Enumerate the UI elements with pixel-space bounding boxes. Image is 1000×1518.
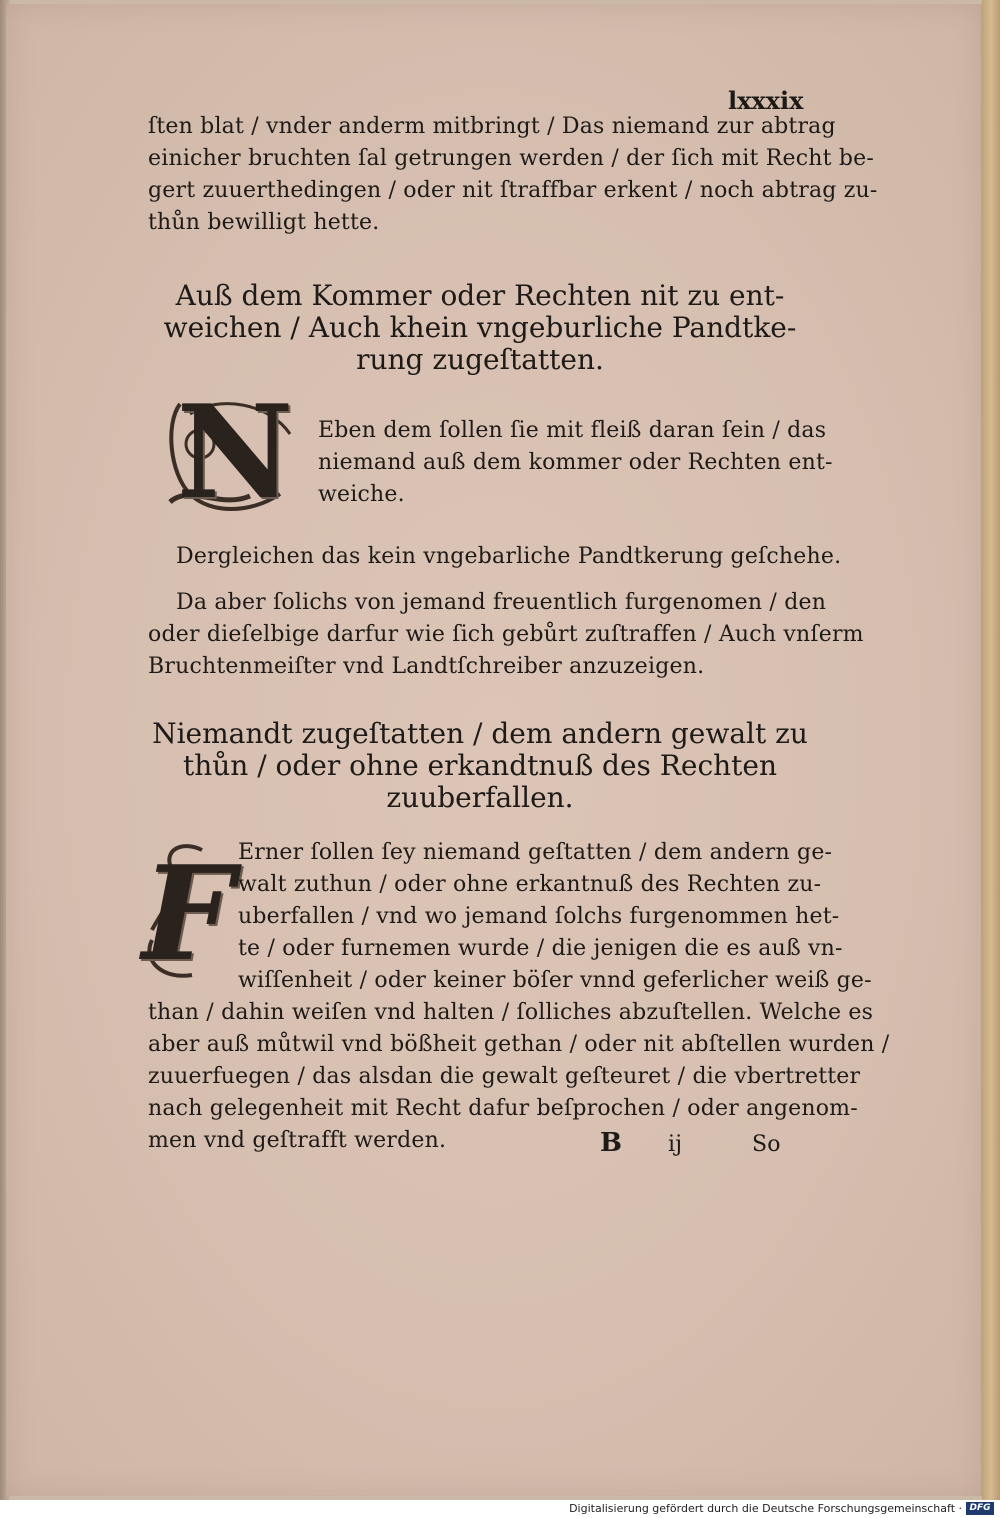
text-line: than / dahin weiſen vnd halten / ſolliches abzuſtellen. Welche es <box>148 1000 874 1025</box>
section-heading: rung zugeſtatten. <box>356 343 604 376</box>
text-line: men vnd geſtrafft werden. <box>148 1128 447 1153</box>
section-heading: Auß dem Kommer oder Rechten nit zu ent- <box>175 279 785 312</box>
text-line: nach gelegenheit mit Recht dafur beſprochen / oder angenom- <box>148 1096 858 1121</box>
book-edge <box>982 0 1000 1500</box>
text-line: Erner ſollen ſey niemand geſtatten / dem andern ge- <box>238 840 833 865</box>
text-line: Bruchtenmeiſter vnd Landtſchreiber anzuzeigen. <box>148 654 705 679</box>
text-line: weiche. <box>318 482 405 507</box>
dfg-logo: DFG <box>966 1502 994 1515</box>
decorative-initial: F <box>142 837 235 990</box>
text-line: oder dieſelbige darfur wie ſich gebůrt zuſtraffen / Auch vnſerm <box>148 622 864 647</box>
text-line: te / oder furnemen wurde / die jenigen die es auß vn- <box>238 936 843 961</box>
text-line: uberfallen / vnd wo jemand ſolchs furgenommen het- <box>238 904 840 929</box>
text-line: gert zuuerthedingen / oder nit ſtraffbar erkent / noch abtrag zu- <box>148 178 878 203</box>
folio-number: lxxxix <box>728 86 804 115</box>
signature-mark: B <box>600 1128 623 1158</box>
section-heading: zuuberfallen. <box>386 781 574 814</box>
text-line: Dergleichen das kein vngebarliche Pandtkerung geſchehe. <box>176 544 842 569</box>
text-line: wiſſenheit / oder keiner böſer vnnd geferlicher weiß ge- <box>238 968 872 993</box>
footer-credit: Digitalisierung gefördert durch die Deutsche Forschungsgemeinschaft · <box>569 1502 962 1515</box>
decorative-initial: N <box>176 378 294 528</box>
text-line: thůn bewilligt hette. <box>148 210 380 235</box>
text-line: Eben dem ſollen ſie mit fleiß daran ſein / das <box>318 418 827 443</box>
section-heading: weichen / Auch khein vngeburliche Pandtke- <box>163 311 797 344</box>
text-line: aber auß můtwil vnd bößheit gethan / oder nit abſtellen wurden / <box>148 1032 890 1057</box>
text-line: Da aber ſolichs von jemand freuentlich furgenomen / den <box>176 590 827 615</box>
catchword: So <box>752 1132 781 1157</box>
text-line: niemand auß dem kommer oder Rechten ent- <box>318 450 833 475</box>
text-line: ſten blat / vnder anderm mitbringt / Das niemand zur abtrag <box>148 114 836 139</box>
text-line: walt zuthun / oder ohne erkantnuß des Rechten zu- <box>238 872 822 897</box>
section-heading: thůn / oder ohne erkandtnuß des Rechten <box>182 749 778 782</box>
text-line: zuuerfuegen / das alsdan die gewalt geſteuret / die vbertretter <box>148 1064 861 1089</box>
section-heading: Niemandt zugeſtatten / dem andern gewalt zu <box>152 717 808 750</box>
text-line: einicher bruchten ſal getrungen werden / der ſich mit Recht be- <box>148 146 874 171</box>
signature-number: ij <box>668 1132 683 1157</box>
